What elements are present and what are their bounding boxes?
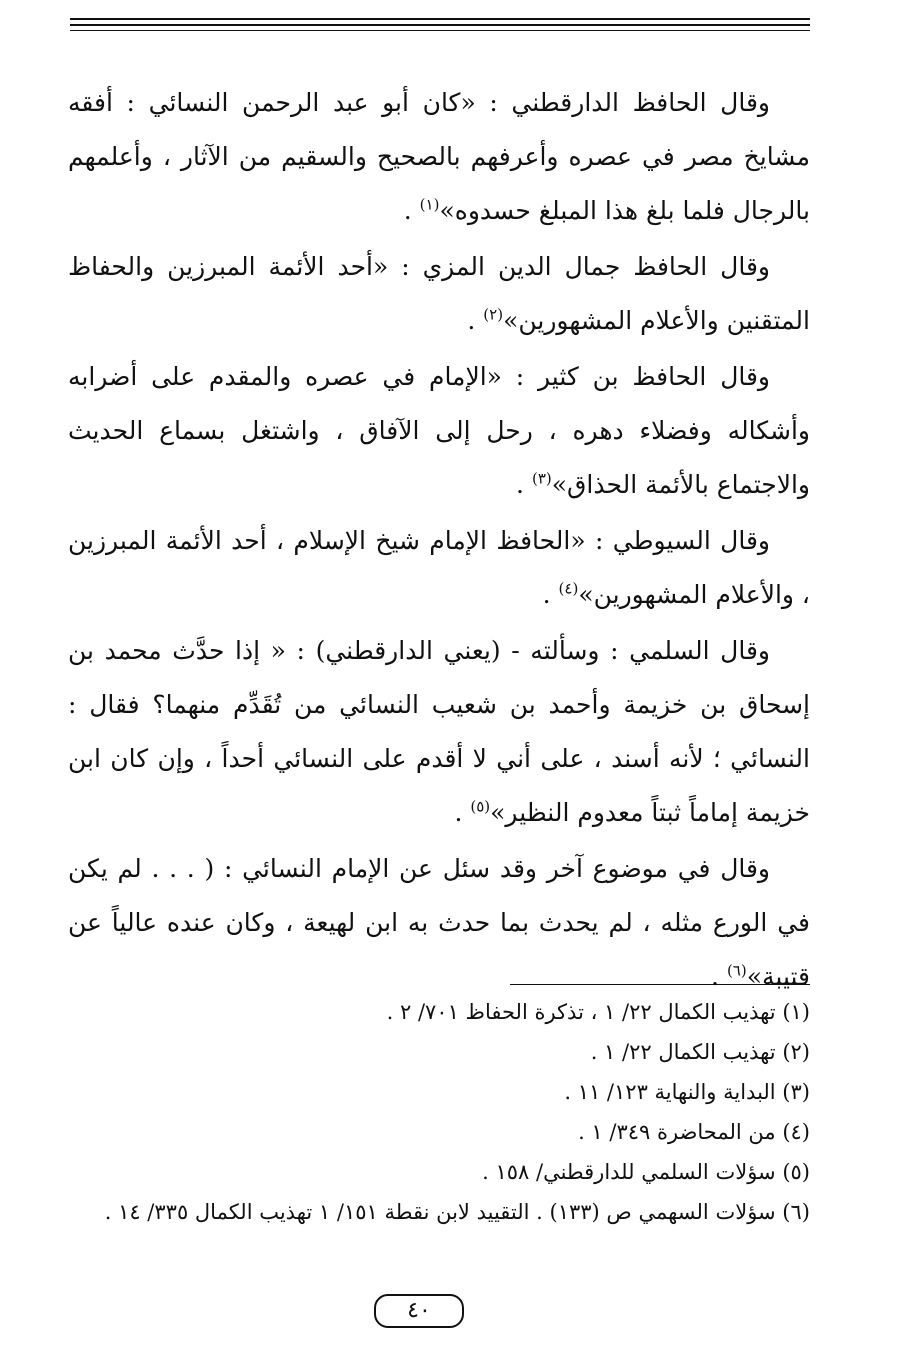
footnote: (٢) تهذيب الكمال ٢٢/ ١ . [590,1040,810,1064]
footnote: (٥) سؤلات السلمي للدارقطني/ ١٥٨ . [482,1160,810,1184]
paragraph-text: وقال الحافظ الدارقطني : «كان أبو عبد الرحمن النسائي : أفقه مشايخ مصر في عصره وأعرفهم بالصحيح والسقيم من الآثار ، وأعلمهم بالرجال فلما بلغ هذا المبلغ حسدوه» [68,88,811,225]
footnote: (١) تهذيب الكمال ٢٢/ ١ ، تذكرة الحفاظ ٧٠١/ ٢ . [386,1000,810,1024]
period: . [516,470,524,499]
paragraph [68,240,810,348]
period: . [542,580,551,609]
paragraph-text: وقال الحافظ جمال الدين المزي : «أحد الأئمة المبرزين والحفاظ المتقنين والأعلام المشهورين» [68,252,810,335]
footnote-separator [510,984,810,985]
footnote-ref[interactable]: (١) [419,195,440,214]
period: . [711,962,719,991]
header-rule [70,18,810,20]
paragraph-text: وقال السيوطي : «الحافظ الإمام شيخ الإسلام ، أحد الأئمة المبرزين ، والأعلام المشهورين» [68,526,810,609]
footnote-ref[interactable]: (٢) [483,305,504,324]
footnote-ref[interactable]: (٤) [558,579,579,598]
page-number: ٤٠ [374,1294,464,1328]
footnote-ref[interactable]: (٥) [470,797,491,816]
header-rule [70,30,810,31]
paragraph-text: وقال في موضوع آخر وقد سئل عن الإمام النسائي : ( . . . لم يكن في الورع مثله ، لم يحدث بما حدث به ابن لهيعة ، وكان عنده عالياً عن قتيبة» [68,854,810,991]
paragraph [68,842,810,1004]
paragraph [68,624,810,840]
period: . [454,798,463,827]
footnote: (٣) البداية والنهاية ١٢٣/ ١١ . [564,1080,810,1104]
paragraph [68,350,810,512]
main-text [68,76,810,1006]
paragraph-text: وقال السلمي : وسألته - (يعني الدارقطني) : « إذا حدَّث محمد بن إسحاق بن خزيمة وأحمد بن شعيب النسائي من تُقَدِّم منهما؟ فقال : النسائي ؛ لأنه أسند ، على أني لا أقدم على النسائي أحداً ، وإن كان ابن خزيمة إماماً ثبتاً معدوم النظير» [68,636,810,827]
footnote-ref[interactable]: (٦) [726,961,747,980]
footnote: (٤) من المحاضرة ٣٤٩/ ١ . [578,1120,810,1144]
period: . [403,196,412,225]
paragraph [68,76,810,238]
paragraph-text: وقال الحافظ بن كثير : «الإمام في عصره والمقدم على أضرابه وأشكاله وفضلاء دهره ، رحل إلى الآفاق ، واشتغل بسماع الحديث والاجتماع بالأئمة الحذاق» [68,362,810,499]
footnotes [60,992,810,1232]
paragraph [68,514,810,622]
footnote: (٦) سؤلات السهمي ص (١٣٣) . التقييد لابن نقطة ١٥١/ ١ تهذيب الكمال ٣٣٥/ ١٤ . [104,1200,810,1224]
header-rule [70,24,810,26]
footnote-ref[interactable]: (٣) [531,469,552,488]
period: . [467,306,476,335]
